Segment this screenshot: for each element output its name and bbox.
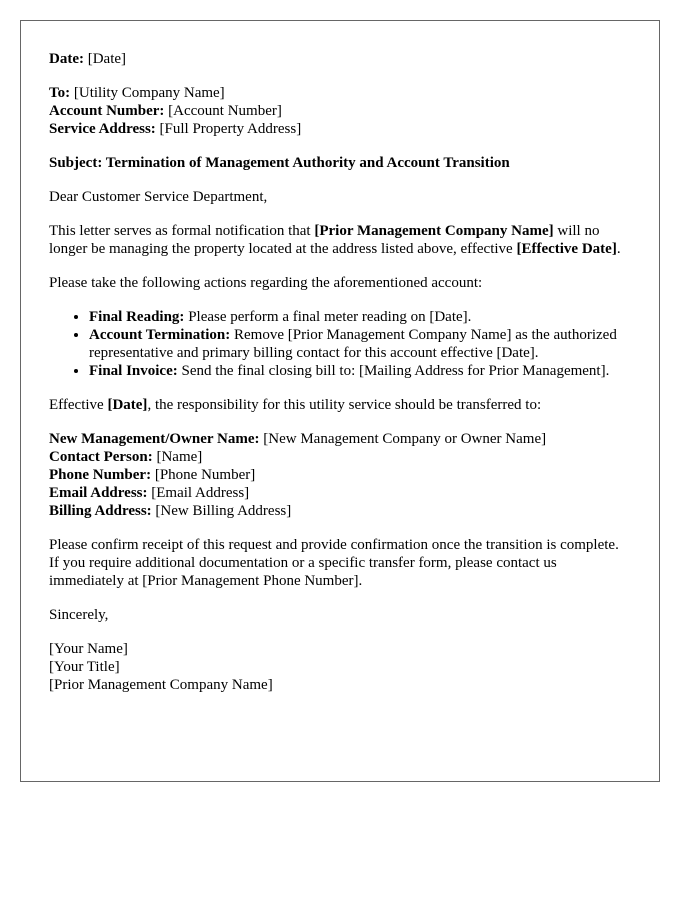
email-address-label: Email Address: [49, 485, 148, 501]
transfer-text-2: , the responsibility for this utility service should be transferred to: [147, 397, 542, 413]
billing-address-label: Billing Address: [49, 503, 152, 519]
action-text: Please perform a final meter reading on [Date]. [184, 309, 472, 325]
signature-company: [Prior Management Company Name] [49, 677, 273, 693]
phone-number-value: [Phone Number] [151, 467, 256, 483]
date-value: [Date] [83, 51, 127, 67]
signature-name: [Your Name] [49, 641, 128, 657]
salutation: Dear Customer Service Department, [49, 189, 268, 205]
action-label: Account Termination: [89, 327, 231, 343]
subject-text: Subject: Termination of Management Authority and Account Transition [49, 155, 510, 171]
email-address-line [49, 484, 631, 502]
contact-person-value: [Name] [152, 449, 203, 465]
new-owner-block [49, 430, 631, 520]
intro-paragraph [49, 222, 631, 258]
account-number-line [49, 102, 631, 120]
signoff: Sincerely, [49, 607, 109, 623]
billing-address-line [49, 502, 631, 520]
list-item [89, 308, 631, 326]
service-address-value: [Full Property Address] [155, 121, 302, 137]
service-address-label: Service Address: [49, 121, 156, 137]
intro-text-2: will no longer be managing the property located at the address listed above, effective [49, 223, 600, 257]
letter-page [20, 20, 660, 782]
actions-list [49, 308, 631, 380]
contact-person-line [49, 448, 631, 466]
to-line [49, 84, 631, 102]
transfer-paragraph [49, 396, 631, 414]
list-item [89, 326, 631, 362]
transfer-text-1: Effective [49, 397, 108, 413]
date-line [49, 50, 631, 68]
closing-paragraph: Please confirm receipt of this request and provide confirmation once the transition is complete. If you require additional documentation or a specific transfer form, please contact us immediately at [Prior Management Phone Number]. [49, 537, 619, 589]
phone-number-label: Phone Number: [49, 467, 152, 483]
recipient-block [49, 84, 631, 138]
new-owner-name-label: New Management/Owner Name: [49, 431, 260, 447]
service-address-line [49, 120, 631, 138]
intro-text-3: . [616, 241, 621, 257]
actions-intro: Please take the following actions regarding the aforementioned account: [49, 275, 483, 291]
to-label: To: [49, 85, 71, 101]
signature-title: [Your Title] [49, 659, 120, 675]
intro-effective-date: [Effective Date] [516, 241, 617, 257]
intro-text-1: This letter serves as formal notification that [49, 223, 315, 239]
intro-company-name: [Prior Management Company Name] [314, 223, 554, 239]
date-label: Date: [49, 51, 84, 67]
subject-line [49, 154, 631, 172]
phone-number-line [49, 466, 631, 484]
action-label: Final Invoice: [89, 363, 178, 379]
signature-block [49, 640, 631, 694]
action-label: Final Reading: [89, 309, 185, 325]
email-address-value: [Email Address] [147, 485, 250, 501]
list-item [89, 362, 631, 380]
account-number-label: Account Number: [49, 103, 165, 119]
action-text: Remove [Prior Management Company Name] as the authorized representative and primary billing contact for this account effective [Date]. [89, 327, 617, 361]
action-text: Send the final closing bill to: [Mailing Address for Prior Management]. [177, 363, 610, 379]
contact-person-label: Contact Person: [49, 449, 153, 465]
new-owner-name-value: [New Management Company or Owner Name] [259, 431, 547, 447]
to-value: [Utility Company Name] [70, 85, 225, 101]
transfer-date: [Date] [107, 397, 148, 413]
account-number-value: [Account Number] [164, 103, 282, 119]
new-owner-name-line [49, 430, 631, 448]
billing-address-value: [New Billing Address] [151, 503, 292, 519]
